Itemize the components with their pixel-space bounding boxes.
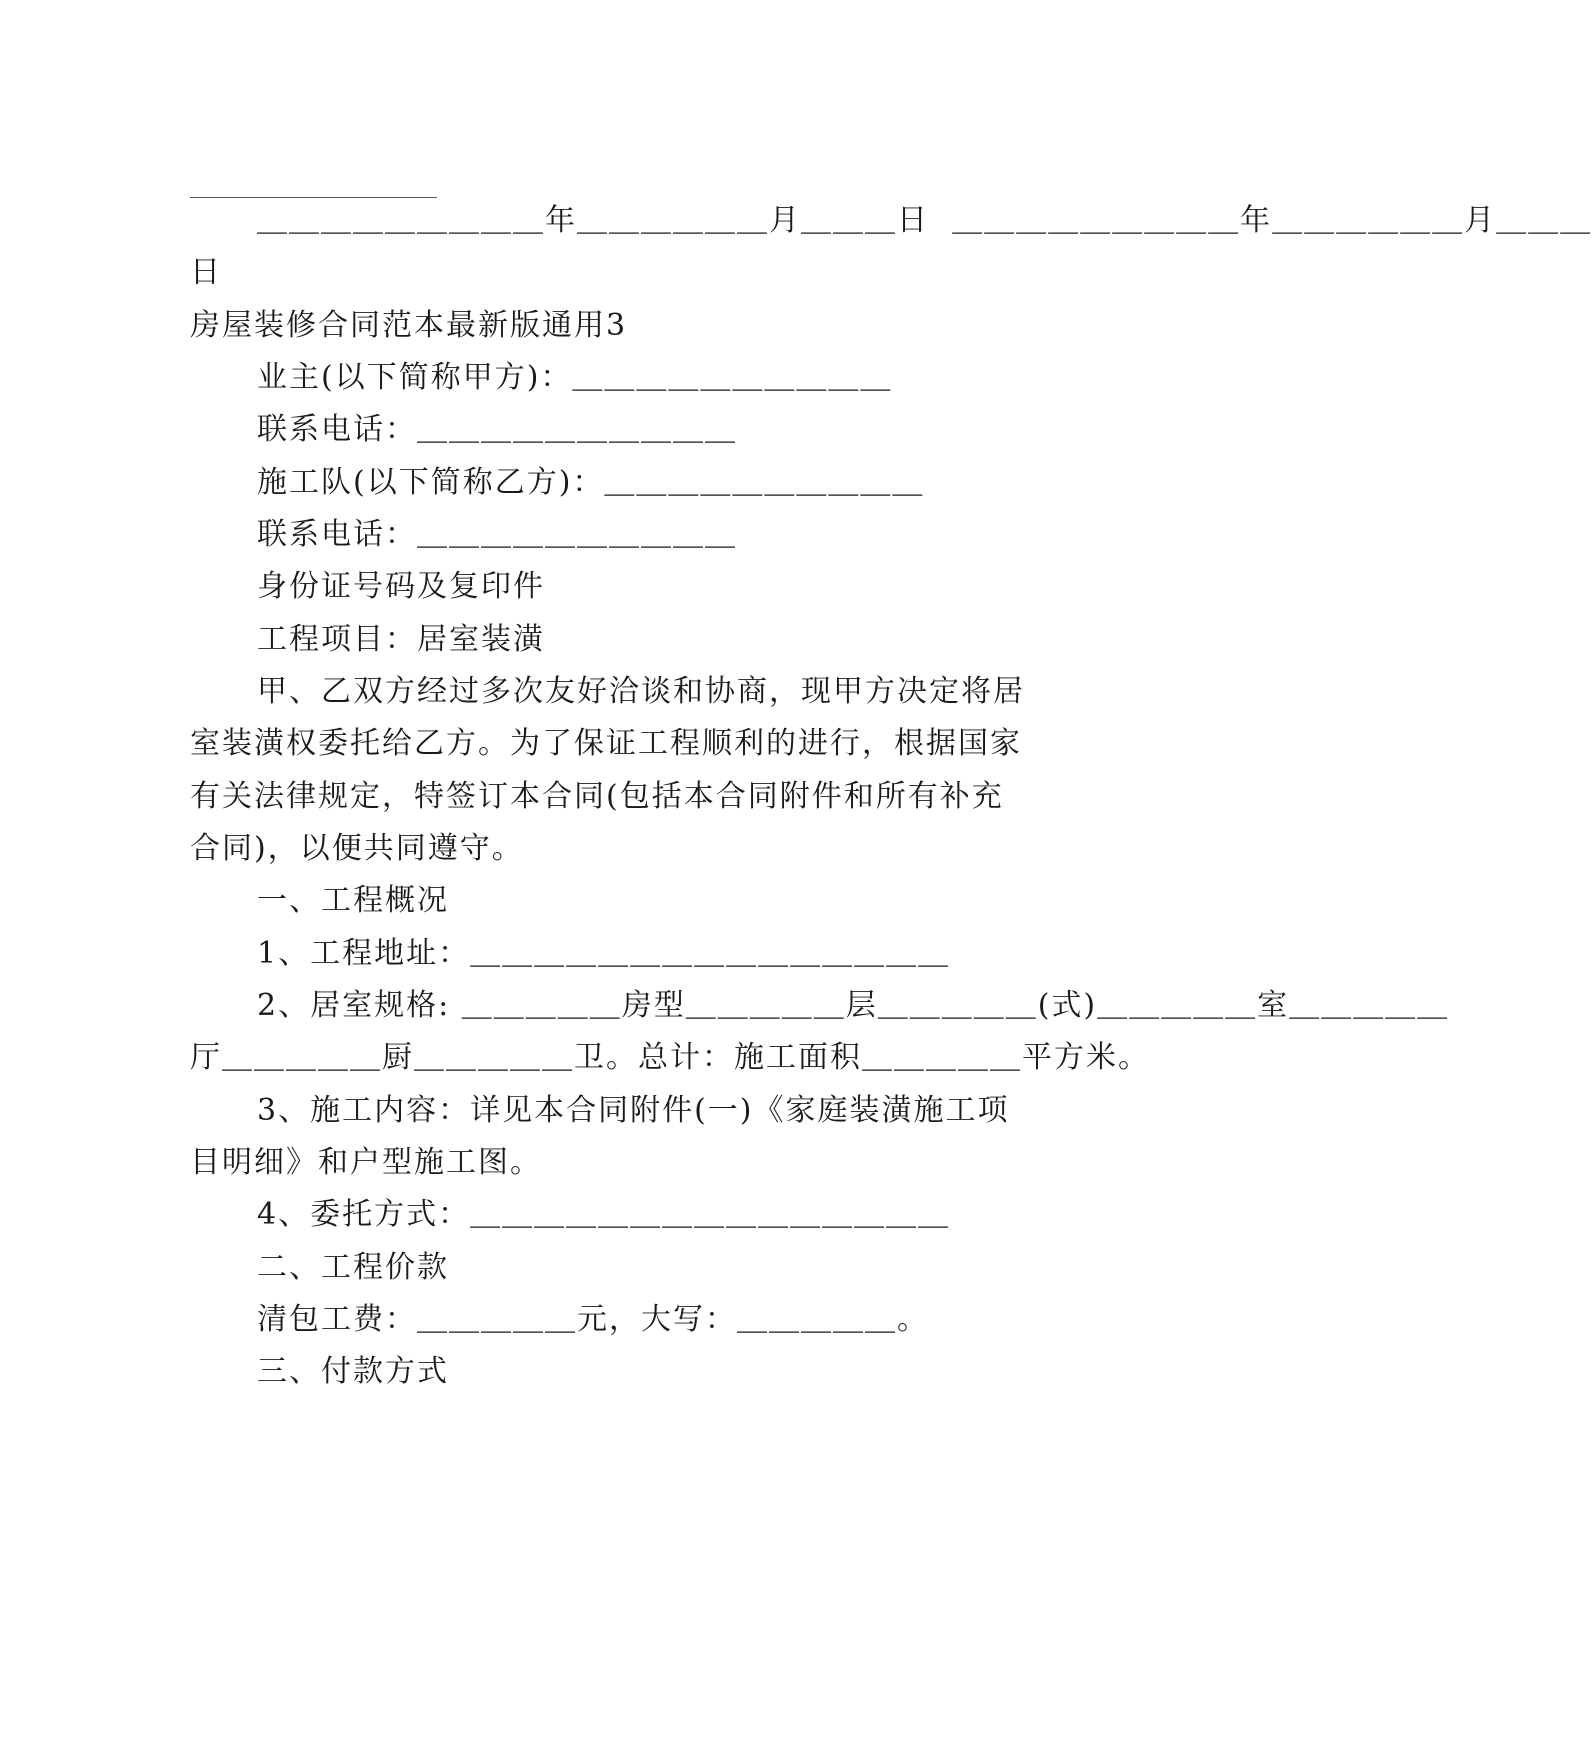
labor-fee-field: 清包工费：＿＿＿＿＿元，大写：＿＿＿＿＿。 <box>257 1302 929 1337</box>
owner-phone-field: 联系电话：＿＿＿＿＿＿＿＿＿＿ <box>257 412 737 447</box>
project-line: 工程项目：居室装潢 <box>257 622 545 657</box>
paragraph-line: 甲、乙双方经过多次友好洽谈和协商，现甲方决定将居 <box>257 674 1025 709</box>
contract-title: 房屋装修合同范本最新版通用3 <box>190 308 628 343</box>
section-heading: 二、工程价款 <box>257 1250 449 1285</box>
construction-content-line: 目明细》和户型施工图。 <box>190 1145 542 1180</box>
signature-blank-line <box>190 197 437 198</box>
paragraph-line: 室装潢权委托给乙方。为了保证工程顺利的进行，根据国家 <box>190 726 1022 761</box>
construction-content-line: 3、施工内容：详见本合同附件(一)《家庭装潢施工项 <box>257 1093 1010 1128</box>
section-heading: 三、付款方式 <box>257 1354 449 1389</box>
contractor-field: 施工队(以下简称乙方)：＿＿＿＿＿＿＿＿＿＿ <box>257 465 925 500</box>
date-line: ＿＿＿＿＿＿＿＿＿年＿＿＿＿＿＿月＿＿＿日 ＿＿＿＿＿＿＿＿＿年＿＿＿＿＿＿月＿＿＿ <box>257 203 1592 238</box>
commission-method-field: 4、委托方式：＿＿＿＿＿＿＿＿＿＿＿＿＿＿＿ <box>257 1197 951 1232</box>
owner-field: 业主(以下简称甲方)：＿＿＿＿＿＿＿＿＿＿ <box>257 360 893 395</box>
id-number-line: 身份证号码及复印件 <box>257 569 545 604</box>
address-field: 1、工程地址：＿＿＿＿＿＿＿＿＿＿＿＿＿＿＿ <box>257 936 951 971</box>
date-line-continued: 日 <box>190 255 222 290</box>
room-spec-field: 2、居室规格: ＿＿＿＿＿房型＿＿＿＿＿层＿＿＿＿＿(式)＿＿＿＿＿室＿＿＿＿＿ <box>257 988 1450 1023</box>
paragraph-line: 有关法律规定，特签订本合同(包括本合同附件和所有补充 <box>190 779 1004 814</box>
room-spec-field-continued: 厅＿＿＿＿＿厨＿＿＿＿＿卫。总计：施工面积＿＿＿＿＿平方米。 <box>190 1040 1150 1075</box>
section-heading: 一、工程概况 <box>257 883 449 918</box>
contractor-phone-field: 联系电话：＿＿＿＿＿＿＿＿＿＿ <box>257 517 737 552</box>
paragraph-line: 合同)，以便共同遵守。 <box>190 831 524 866</box>
